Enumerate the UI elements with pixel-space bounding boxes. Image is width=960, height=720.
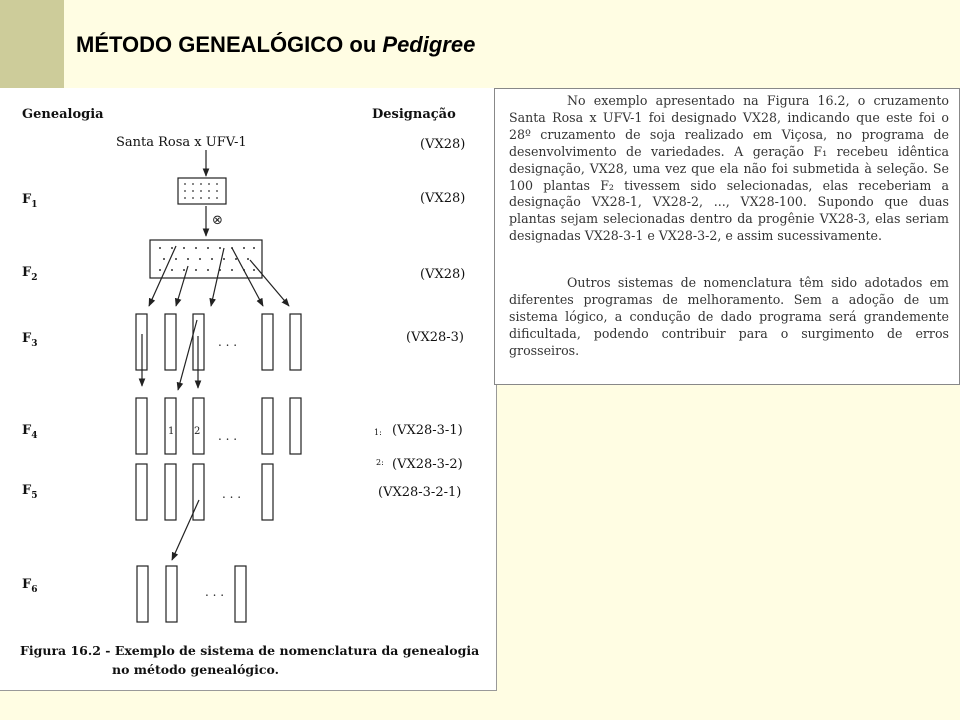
pedigree-figure xyxy=(0,88,497,691)
pedigree-diagram xyxy=(0,88,496,690)
f4-ellipsis: . . . xyxy=(218,429,238,443)
gen-label-f3: $F_3$ xyxy=(22,331,38,349)
f4-progenies xyxy=(136,398,301,454)
slide-title-main: MÉTODO GENEALÓGICO ou xyxy=(76,32,377,57)
gen-label-f5: $F_5$ xyxy=(22,483,38,501)
header-designacao: Designação xyxy=(372,107,456,122)
explanation-textbox xyxy=(494,88,960,385)
paragraph-2 xyxy=(509,275,949,360)
f5-progenies xyxy=(136,464,273,520)
gen-label-f1: $F_1$ xyxy=(22,192,38,210)
designation-f1: (VX28) xyxy=(420,191,466,206)
title-accent-bar xyxy=(0,0,64,88)
paragraph-1-text: No exemplo apresentado na Figura 16.2, o cruzamento Santa Rosa x UFV-1 foi designado VX28, indicando que este foi o 28º cruzamento de soja realizado em Viçosa, no programa de desenvolvimento de variedades. A geração F₁ recebeu idêntica designação, VX28, uma vez que ela não foi submetida à seleção. Se 100 plantas F₂ tivessem sido selecionadas, elas receberiam a designação VX28-1, VX28-2, ..., VX28-100. Supondo que duas plantas sejam selecionadas dentro da progênie VX28-3, elas seriam designadas VX28-3-1 e VX28-3-2, e assim sucessivamente. xyxy=(509,93,949,244)
gen-label-f2: $F_2$ xyxy=(22,265,38,283)
designation-f3: (VX28-3) xyxy=(406,330,464,345)
small-label-2: 2: xyxy=(376,458,384,467)
plant-number-2: 2 xyxy=(194,426,201,437)
f6-ellipsis: . . . xyxy=(205,585,225,599)
f1-dots xyxy=(184,183,218,199)
header-genealogia: Genealogia xyxy=(22,107,104,122)
arrows-f2-f3 xyxy=(149,246,289,306)
f3-ellipsis: . . . xyxy=(218,335,238,349)
figure-caption-line2: no método genealógico. xyxy=(112,662,279,677)
small-label-1: 1: xyxy=(374,428,382,437)
paragraph-1 xyxy=(509,93,949,245)
f6-progenies xyxy=(137,566,246,622)
cross-label: Santa Rosa x UFV-1 xyxy=(116,135,247,150)
designation-cross: (VX28) xyxy=(420,137,466,152)
arrows-f3-f4 xyxy=(142,320,198,390)
designation-f4-1: (VX28-3-1) xyxy=(392,423,463,438)
selfing-symbol: ⊗ xyxy=(212,213,223,228)
f5-ellipsis: . . . xyxy=(222,487,242,501)
designation-f4-2: (VX28-3-2) xyxy=(392,457,463,472)
slide-title-italic: Pedigree xyxy=(382,32,476,57)
gen-label-f4: $F_4$ xyxy=(22,423,38,441)
gen-label-f6: $F_6$ xyxy=(22,577,38,595)
figure-caption-line1: Figura 16.2 - Exemplo de sistema de nomenclatura da genealogia xyxy=(20,643,480,658)
designation-f5: (VX28-3-2-1) xyxy=(378,485,462,500)
slide-title xyxy=(76,32,475,58)
paragraph-2-text: Outros sistemas de nomenclatura têm sido adotados em diferentes programas de melhoramento. Sem a adoção de um sistema lógico, a condução de dado programa será grandemente dificultada, podendo contribuir para o surgimento de erros grosseiros. xyxy=(509,275,949,358)
plant-number-1: 1 xyxy=(168,426,175,437)
designation-f2: (VX28) xyxy=(420,267,466,282)
